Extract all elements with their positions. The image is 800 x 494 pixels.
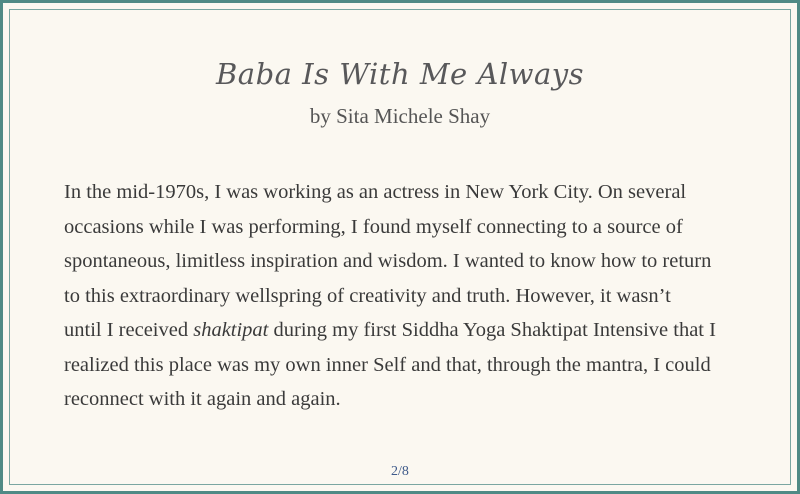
body-line: realized this place was my own inner Self and that, through the mantra, I could [64,353,711,376]
body-line: reconnect with it again and again. [64,388,341,410]
body-text-segment: during my first Siddha Yoga Shaktipat Intensive that I [268,319,716,341]
body-text-segment: until I received [64,319,194,341]
emphasized-term: shaktipat [193,319,269,341]
body-line [64,313,754,348]
body-line: spontaneous, limitless inspiration and wisdom. I wanted to know how to return [64,250,712,272]
story-body [64,175,754,417]
page-indicator: 2/8 [391,464,409,479]
body-line: In the mid-1970s, I was working as an actress in New York City. On several [64,181,687,203]
author-byline: by Sita Michele Shay [309,104,491,128]
story-title: Baba Is With Me Always [215,57,585,91]
body-line: occasions while I was performing, I found myself connecting to a source of [64,215,683,238]
body-line: to this extraordinary wellspring of creativity and truth. However, it wasn’t [64,284,671,307]
